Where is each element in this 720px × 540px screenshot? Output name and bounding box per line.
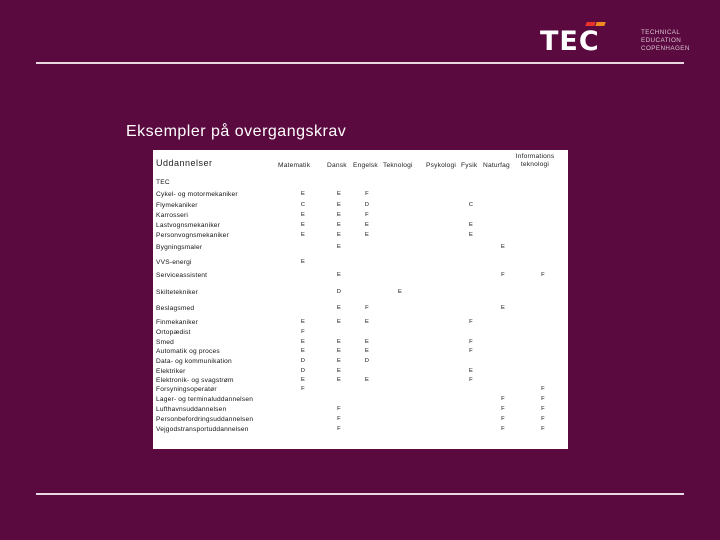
column-header: Dansk <box>327 162 347 169</box>
requirement-grade: F <box>337 416 341 422</box>
row-label: Forsyningsoperatør <box>156 386 217 393</box>
row-label: Lufthavnsuddannelsen <box>156 406 227 413</box>
requirement-grade: E <box>300 377 306 383</box>
requirement-grade: F <box>501 406 505 412</box>
column-header: Engelsk <box>353 162 378 169</box>
column-header: Fysik <box>461 162 478 169</box>
requirement-grade: E <box>336 232 342 238</box>
requirement-grade: F <box>301 329 305 335</box>
row-label: Elektronik- og svagstrøm <box>156 377 234 384</box>
requirement-grade: E <box>500 305 506 311</box>
requirement-grade: E <box>336 272 342 278</box>
requirement-grade: E <box>336 305 342 311</box>
row-label: Personvognsmekaniker <box>156 232 229 239</box>
requirement-grade: E <box>468 368 474 374</box>
requirement-grade: F <box>541 406 545 412</box>
row-label: Flymekaniker <box>156 202 198 209</box>
row-label: Lager- og terminaluddannelsen <box>156 396 254 403</box>
row-label: Lastvognsmekaniker <box>156 222 221 229</box>
row-label: Karrosseri <box>156 212 189 219</box>
requirement-grade: F <box>365 212 369 218</box>
requirement-grade: F <box>469 348 473 354</box>
row-label: Ortopædist <box>156 329 191 336</box>
requirement-grade: E <box>364 222 370 228</box>
requirement-grade: F <box>365 191 369 197</box>
requirement-grade: E <box>300 319 306 325</box>
requirement-grade: E <box>336 368 342 374</box>
row-label: Smed <box>156 339 175 346</box>
column-header: Matematik <box>278 162 311 169</box>
requirement-grade: E <box>336 377 342 383</box>
requirement-grade: F <box>501 396 505 402</box>
requirement-grade: E <box>364 339 370 345</box>
requirement-grade: F <box>337 406 341 412</box>
requirement-grade: E <box>300 232 306 238</box>
requirement-grade: E <box>468 232 474 238</box>
slide-title: Eksempler på overgangskrav <box>126 123 347 140</box>
logo-wordmark: TEC <box>540 26 600 57</box>
requirement-grade: E <box>336 222 342 228</box>
requirement-grade: E <box>300 348 306 354</box>
logo-subtitle: TECHNICAL EDUCATION COPENHAGEN <box>641 29 690 52</box>
requirement-grade: F <box>365 305 369 311</box>
row-label: Cykel- og motormekaniker <box>156 191 238 198</box>
requirement-grade: F <box>541 416 545 422</box>
requirement-grade: E <box>364 319 370 325</box>
bottom-divider <box>36 493 684 495</box>
requirement-grade: F <box>541 386 545 392</box>
logo-accent-icon <box>586 22 606 26</box>
requirement-grade: E <box>468 222 474 228</box>
requirement-grade: E <box>336 244 342 250</box>
column-header: Psykologi <box>426 162 457 169</box>
requirement-grade: E <box>336 202 342 208</box>
requirement-grade: E <box>336 348 342 354</box>
row-label: TEC <box>156 179 170 186</box>
row-label: Finmekaniker <box>156 319 198 326</box>
requirement-grade: F <box>469 339 473 345</box>
requirement-grade: E <box>336 358 342 364</box>
requirement-grade: D <box>300 358 306 364</box>
row-label: Serviceassistent <box>156 272 208 279</box>
row-label: Beslagsmed <box>156 305 195 312</box>
requirement-grade: D <box>336 289 342 295</box>
requirement-grade: E <box>364 232 370 238</box>
requirement-grade: E <box>336 319 342 325</box>
requirement-grade: F <box>469 377 473 383</box>
row-label: Automatik og proces <box>156 348 220 355</box>
requirement-grade: E <box>336 339 342 345</box>
requirement-grade: E <box>397 289 403 295</box>
requirement-grade: F <box>501 272 505 278</box>
requirement-grade: F <box>501 426 505 432</box>
requirement-grade: E <box>300 212 306 218</box>
requirement-grade: F <box>337 426 341 432</box>
requirement-grade: F <box>301 386 305 392</box>
column-header: Informations teknologi <box>515 153 555 168</box>
row-label: Skiltetekniker <box>156 289 199 296</box>
requirement-grade: D <box>364 202 370 208</box>
top-divider <box>36 62 684 64</box>
requirement-grade: D <box>364 358 370 364</box>
column-header: Naturfag <box>483 162 510 169</box>
requirement-grade: E <box>300 259 306 265</box>
table-header-uddannelser: Uddannelser <box>156 158 213 168</box>
requirement-grade: F <box>541 272 545 278</box>
requirement-grade: C <box>468 202 474 208</box>
requirement-grade: C <box>300 202 306 208</box>
row-label: VVS-energi <box>156 259 192 266</box>
row-label: Bygningsmaler <box>156 244 203 251</box>
requirement-grade: E <box>300 191 306 197</box>
requirement-grade: F <box>501 416 505 422</box>
requirement-grade: F <box>469 319 473 325</box>
column-header: Teknologi <box>383 162 413 169</box>
row-label: Data- og kommunikation <box>156 358 232 365</box>
row-label: Vejgodstransportuddannelsen <box>156 426 249 433</box>
requirement-grade: E <box>336 212 342 218</box>
requirement-grade: E <box>300 222 306 228</box>
requirement-grade: F <box>541 426 545 432</box>
row-label: Elektriker <box>156 368 186 375</box>
requirements-table <box>153 150 568 449</box>
requirement-grade: E <box>364 377 370 383</box>
requirement-grade: D <box>300 368 306 374</box>
requirement-grade: E <box>300 339 306 345</box>
requirement-grade: E <box>364 348 370 354</box>
requirement-grade: E <box>336 191 342 197</box>
row-label: Personbefordringsuddannelsen <box>156 416 254 423</box>
requirement-grade: E <box>500 244 506 250</box>
requirement-grade: F <box>541 396 545 402</box>
